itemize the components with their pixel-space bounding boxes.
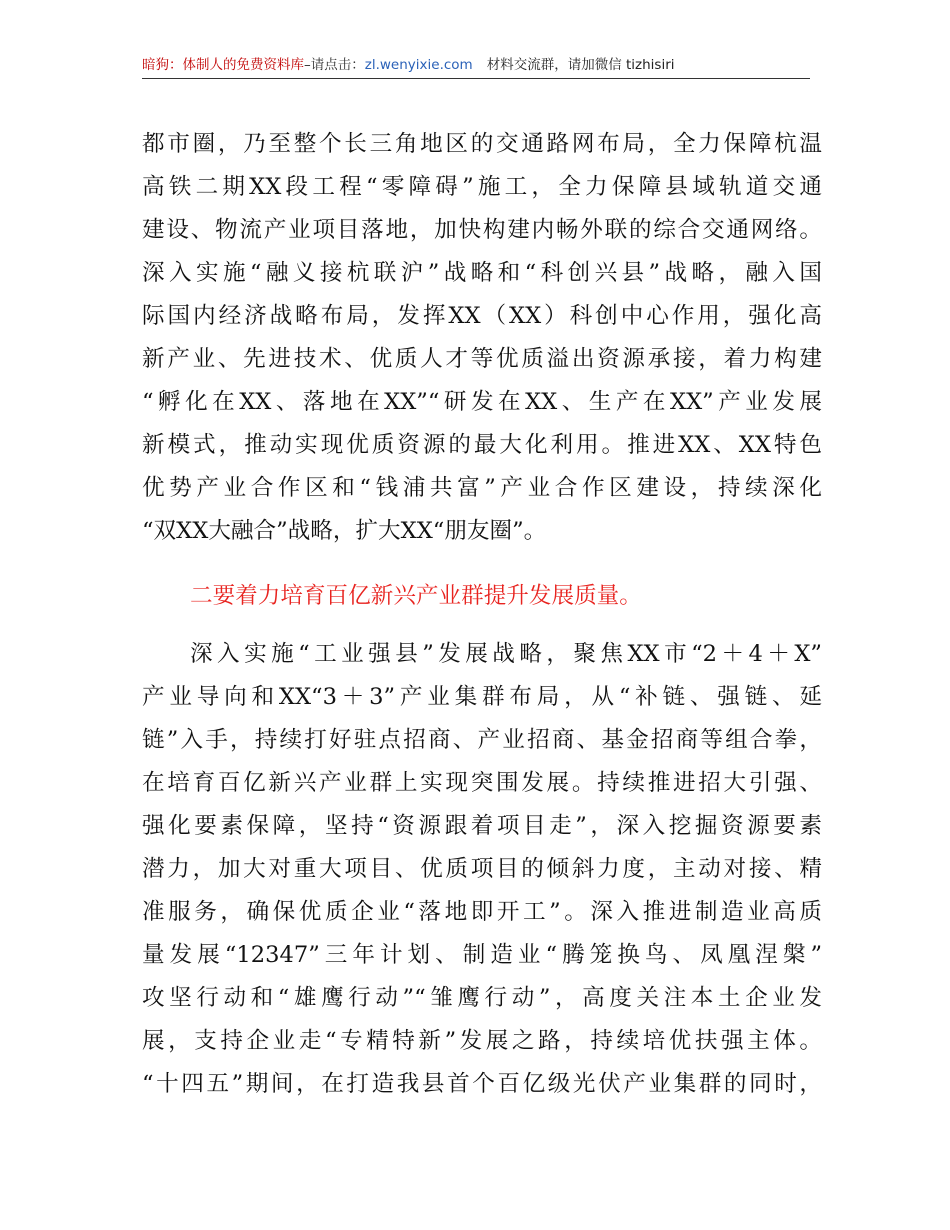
text-line: 高铁二期XX段工程“零障碍”施工，全力保障县域轨道交通 [142,174,822,200]
text-line: 攻坚行动和“雄鹰行动”“雏鹰行动”，高度关注本土企业发 [142,985,822,1011]
text-line: 准服务，确保优质企业“落地即开工”。深入推进制造业高质 [142,899,822,925]
text-line: 深入实施“工业强县”发展战略，聚焦XX市“2＋4＋X” [190,641,822,667]
text-line: 在培育百亿新兴产业群上实现突围发展。持续推进招大引强、 [142,770,822,796]
header-url-link[interactable]: zl.wenyixie.com [364,57,473,73]
text-line: 强化要素保障，坚持“资源跟着项目走”，深入挖掘资源要素 [142,813,822,839]
text-line: 产业导向和XX“3＋3”产业集群布局，从“补链、强链、延 [142,684,822,710]
header-title: 暗狗：体制人的免费资料库 [142,57,304,73]
text-line: 量发展“12347”三年计划、制造业“腾笼换鸟、凤凰涅槃” [142,942,822,968]
text-line: 展，支持企业走“专精特新”发展之路，持续培优扶强主体。 [142,1028,822,1054]
text-line: 新模式，推动实现优质资源的最大化利用。推进XX、XX特色 [142,432,822,458]
header-click-prompt: –请点击： [304,57,365,73]
text-line: 优势产业合作区和“钱浦共富”产业合作区建设，持续深化 [142,475,822,501]
text-line: 链”入手，持续打好驻点招商、产业招商、基金招商等组合拳， [142,727,822,753]
text-line: “十四五”期间，在打造我县首个百亿级光伏产业集群的同时， [142,1071,822,1097]
section-heading: 二要着力培育百亿新兴产业群提升发展质量。 [190,583,642,609]
text-line: 潜力，加大对重大项目、优质项目的倾斜力度，主动对接、精 [142,856,822,882]
text-line: “孵化在XX、落地在XX”“研发在XX、生产在XX”产业发展 [142,389,822,415]
text-line: 新产业、先进技术、优质人才等优质溢出资源承接，着力构建 [142,346,822,372]
text-line: 际国内经济战略布局，发挥XX（XX）科创中心作用，强化高 [142,303,822,329]
text-line: “双XX大融合”战略，扩大XX“朋友圈”。 [142,518,547,544]
text-line: 都市圈，乃至整个长三角地区的交通路网布局，全力保障杭温 [142,131,822,157]
page-header [142,52,810,79]
header-contact: 材料交流群，请加微信 tizhisiri [486,57,675,73]
text-line: 深入实施“融义接杭联沪”战略和“科创兴县”战略，融入国 [142,260,822,286]
text-line: 建设、物流产业项目落地，加快构建内畅外联的综合交通网络。 [142,217,822,243]
